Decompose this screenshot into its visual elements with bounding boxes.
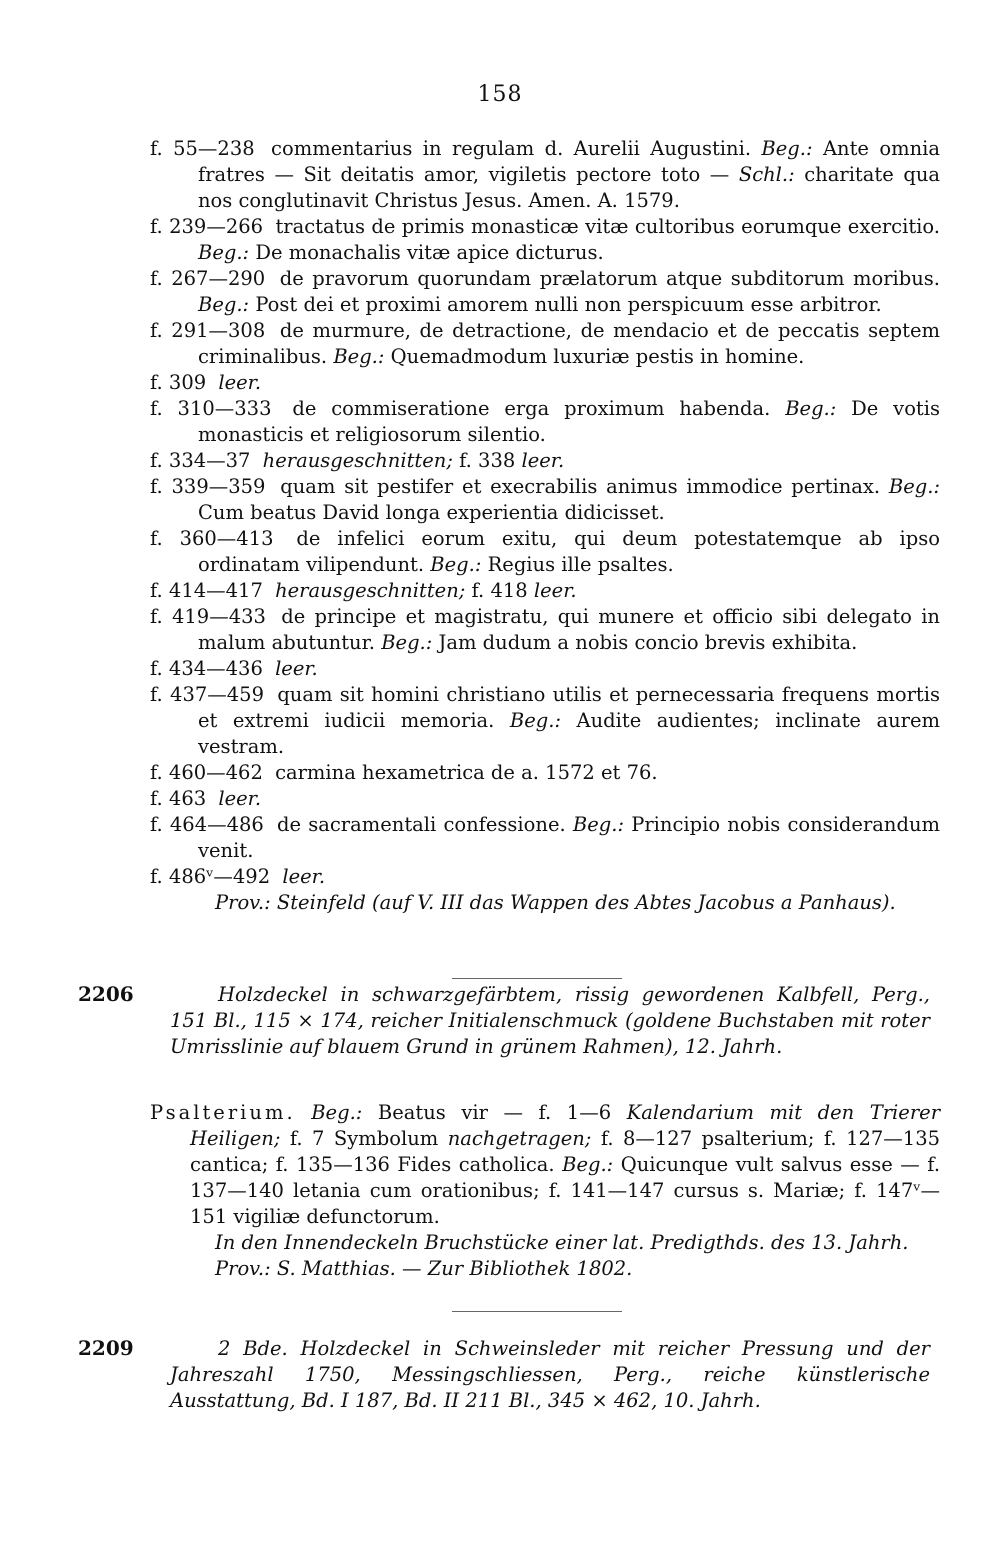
- entry-text-italic: leer.: [218, 787, 262, 810]
- record-text: f. 7 Symbolum: [289, 1127, 439, 1150]
- record-text: f. 8—127 psalterium; f. 127—135 cantica; f. 135—136 Fides catholica.: [190, 1127, 941, 1176]
- section-divider: [452, 1311, 622, 1312]
- incipit-text: De votis monasticis et religiosorum silentio.: [198, 397, 941, 446]
- entry-text-italic: leer.: [218, 371, 262, 394]
- record-text: Quicunque vult salvus esse — f. 137—140 letania cum orationibus; f. 141—147 cursus s. Mariæ; f. 147ᵛ—151 vigiliæ defunctorum.: [190, 1153, 941, 1228]
- folio-range: f. 486ᵛ—492: [150, 865, 271, 888]
- record-number: 2209: [78, 1336, 134, 1360]
- entry-text: de murmure, de detractione, de mendacio et de peccatis septem criminalibus.: [198, 319, 940, 368]
- folio-entry: [150, 760, 940, 786]
- page-number: 158: [477, 82, 523, 107]
- record-text-italic: nachgetragen;: [447, 1127, 592, 1150]
- entry-text: de sacramentali confessione.: [277, 813, 566, 836]
- folio-entry: [150, 812, 940, 864]
- beg-label: Beg.:: [198, 293, 250, 316]
- folio-entry: [150, 136, 940, 214]
- folio-entry: [150, 448, 940, 474]
- beg-label: Beg.:: [572, 813, 625, 836]
- beg-label: Beg.:: [381, 631, 433, 654]
- entry-text: f. 418: [471, 579, 528, 602]
- record-description: Holzdeckel in schwarzgefärbtem, rissig gewordenen Kalbfell, Perg., 151 Bl., 115 × 174, reicher Initialenschmuck (goldene Buchstaben mit roter Umrisslinie auf blauem Grund in grünem Rahmen), 12. Jahrh.: [170, 983, 930, 1058]
- folio-entry: [150, 474, 940, 526]
- folio-entry: [150, 656, 940, 682]
- folio-entry: [150, 864, 940, 890]
- record-note: In den Innendeckeln Bruchstücke einer lat. Predigthds. des 13. Jahrh.: [215, 1231, 909, 1254]
- entry-text: de principe et magistratu, qui munere et officio sibi delegato in malum abutuntur.: [198, 605, 940, 654]
- folio-range: f. 291—308: [150, 319, 266, 342]
- folio-entry: [150, 370, 940, 396]
- record-text: Beatus vir — f. 1—6: [377, 1101, 612, 1124]
- folio-entry: [150, 396, 940, 448]
- folio-entry: [150, 318, 940, 370]
- folio-range: f. 419—433: [150, 605, 266, 628]
- folio-range: f. 437—459: [150, 683, 264, 706]
- folio-entry: [150, 578, 940, 604]
- folio-entry: [150, 214, 940, 266]
- folio-entry: [150, 604, 940, 656]
- folio-entry: [150, 526, 940, 578]
- record-number: 2206: [78, 982, 134, 1006]
- folio-range: f. 463: [150, 787, 207, 810]
- incipit-text: Principio nobis considerandum venit.: [198, 813, 940, 862]
- incipit-text: Quemadmodum luxuriæ pestis in homine.: [390, 345, 805, 368]
- schl-label: Schl.:: [738, 163, 795, 186]
- folio-entry-list: [150, 136, 940, 916]
- entry-text-italic: herausgeschnitten;: [275, 579, 466, 602]
- folio-range: f. 434—436: [150, 657, 263, 680]
- record-contents: [150, 1100, 940, 1230]
- entry-text: de pravorum quorundam prælatorum atque subditorum moribus.: [279, 267, 941, 290]
- incipit-text: Audite audientes; inclinate aurem vestram.: [198, 709, 940, 758]
- provenance-note: Prov.: Steinfeld (auf V. III das Wappen des Abtes Jacobus a Panhaus).: [215, 891, 896, 914]
- beg-label: Beg.:: [761, 137, 813, 160]
- record-body: [150, 1100, 940, 1282]
- record-text-italic: Kalendarium mit den Trierer Heiligen;: [190, 1101, 941, 1150]
- folio-range: f. 267—290: [150, 267, 266, 290]
- incipit-text: Jam dudum a nobis concio brevis exhibita.: [438, 631, 858, 654]
- explicit-text: charitate qua nos conglutinavit Christus Jesus. Amen. A. 1579.: [198, 163, 941, 212]
- folio-range: f. 334—37: [150, 449, 251, 472]
- folio-entry: [150, 786, 940, 812]
- entry-text: tractatus de primis monasticæ vitæ cultoribus eorumque exercitio.: [275, 215, 941, 238]
- folio-range: f. 360—413: [150, 527, 274, 550]
- entry-text: quam sit pestifer et execrabilis animus immodice pertinax.: [280, 475, 881, 498]
- folio-range: f. 239—266: [150, 215, 264, 238]
- entry-text: f. 338: [459, 449, 516, 472]
- beg-label: Beg.:: [562, 1153, 614, 1176]
- beg-label: Beg.:: [430, 553, 482, 576]
- folio-range: f. 310—333: [150, 397, 272, 420]
- folio-entry: [150, 682, 940, 760]
- beg-label: Beg.:: [509, 709, 562, 732]
- folio-range: f. 464—486: [150, 813, 264, 836]
- entry-text-italic: herausgeschnitten;: [262, 449, 453, 472]
- entry-text: de commiseratione erga proximum habenda.: [292, 397, 771, 420]
- entry-text: quam sit homini christiano utilis et pernecessaria frequens mortis et extremi iudicii memoria.: [198, 683, 941, 732]
- record-description: 2 Bde. Holzdeckel in Schweinsleder mit reicher Pressung und der Jahreszahl 1750, Messingschliessen, Perg., reiche künstlerische Ausstattung, Bd. I 187, Bd. II 211 Bl., 345 × 462, 10. Jahrh.: [170, 1337, 930, 1412]
- beg-label: Beg.:: [333, 345, 385, 368]
- record-provenance: Prov.: S. Matthias. — Zur Bibliothek 1802.: [215, 1257, 633, 1280]
- folio-entry: [150, 266, 940, 318]
- record-title: Psalterium.: [150, 1101, 296, 1124]
- incipit-text: De monachalis vitæ apice dicturus.: [255, 241, 604, 264]
- folio-range: f. 55—238: [150, 137, 255, 160]
- incipit-text: Regius ille psaltes.: [487, 553, 674, 576]
- incipit-text: Cum beatus David longa experientia didicisset.: [198, 501, 665, 524]
- folio-range: f. 414—417: [150, 579, 263, 602]
- folio-range: f. 309: [150, 371, 207, 394]
- incipit-text: Post dei et proximi amorem nulli non perspicuum esse arbitror.: [255, 293, 882, 316]
- beg-label: Beg.:: [888, 475, 941, 498]
- beg-label: Beg.:: [198, 241, 250, 264]
- entry-text: carmina hexametrica de a. 1572 et 76.: [275, 761, 658, 784]
- entry-text: de infelici eorum exitu, qui deum potestatemque ab ipso ordinatam vilipendunt.: [198, 527, 940, 576]
- folio-range: f. 339—359: [150, 475, 266, 498]
- entry-text: commentarius in regulam d. Aurelii Augustini.: [271, 137, 752, 160]
- entry-text-italic: leer.: [521, 449, 565, 472]
- entry-text-italic: leer.: [533, 579, 577, 602]
- entry-text-italic: leer.: [275, 657, 318, 680]
- beg-label: Beg.:: [311, 1101, 363, 1124]
- section-divider: [452, 978, 622, 979]
- folio-range: f. 460—462: [150, 761, 263, 784]
- incipit-text: Ante omnia fratres — Sit deitatis amor, vigiletis pectore toto —: [198, 137, 940, 186]
- beg-label: Beg.:: [785, 397, 837, 420]
- entry-text-italic: leer.: [282, 865, 326, 888]
